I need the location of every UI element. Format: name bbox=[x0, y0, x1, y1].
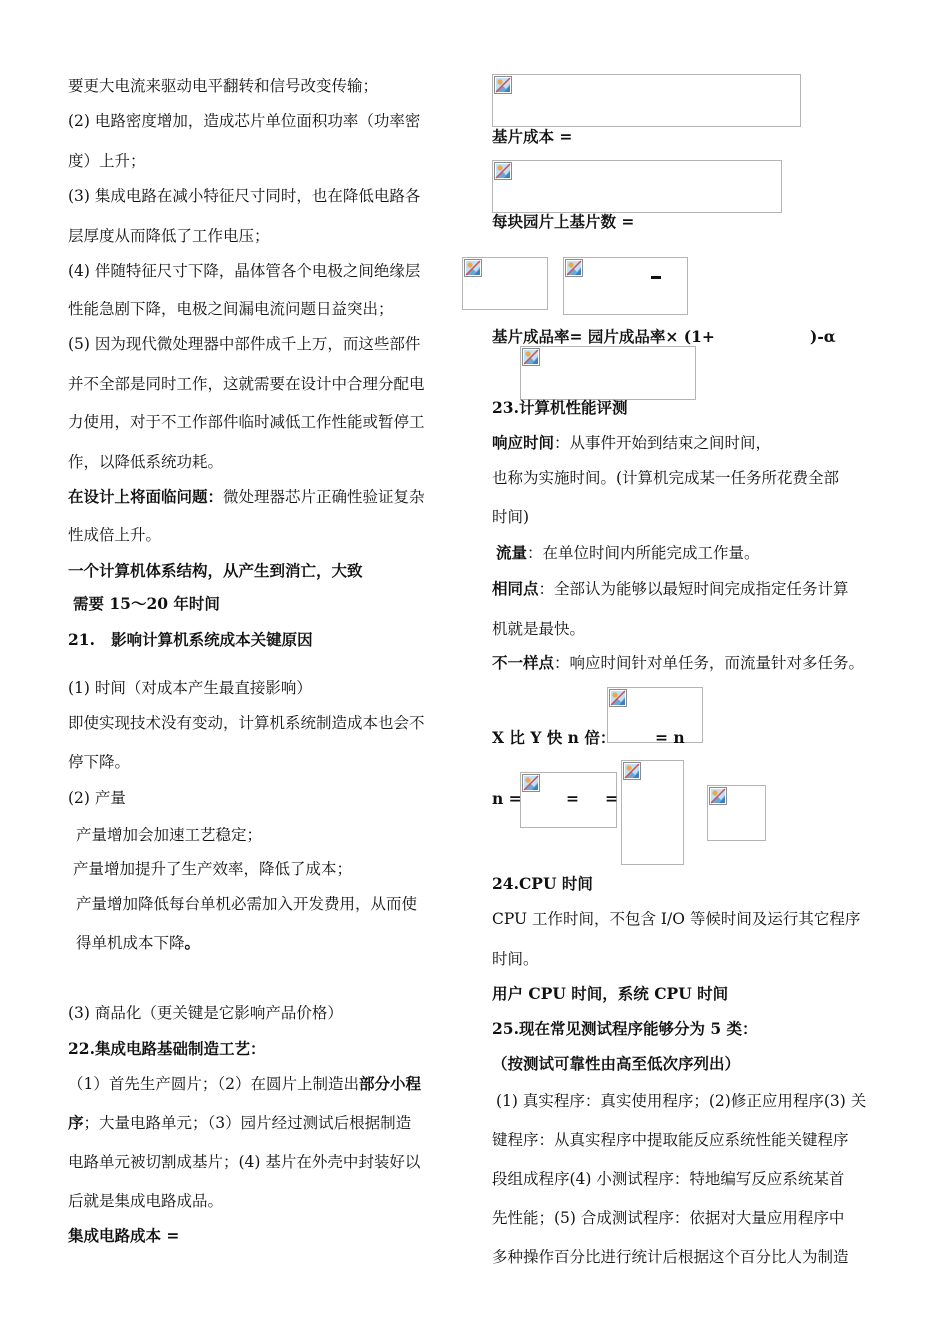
bold-term: 部分小程 bbox=[358, 1074, 421, 1093]
line-text: ：全部认为能够以最短时间完成指定任务计算 bbox=[538, 580, 849, 598]
paragraph-line: (1) 真实程序：真实使用程序；(2)修正应用程序(3) 关 bbox=[496, 1092, 867, 1110]
paragraph-line: (3) 集成电路在减小特征尺寸同时，也在降低电路各 bbox=[68, 187, 421, 205]
paragraph-line: 性成倍上升。 bbox=[68, 526, 162, 544]
line-text: 得单机成本下降 bbox=[76, 934, 185, 952]
formula-image bbox=[492, 74, 801, 127]
paragraph-line: 产量增加提升了生产效率，降低了成本； bbox=[73, 860, 353, 878]
broken-image-icon bbox=[565, 259, 583, 277]
bold-term: 不一样点 bbox=[492, 653, 555, 672]
paragraph-line: 段组成程序(4) 小测试程序：特地编写反应系统某首 bbox=[492, 1170, 845, 1188]
formula-label: 每块园片上基片数 = bbox=[492, 212, 635, 231]
line-text: （1）首先生产圆片；（2）在圆片上制造出 bbox=[68, 1075, 359, 1093]
paragraph-line: (2) 电路密度增加，造成芯片单位面积功率（功率密 bbox=[68, 112, 421, 130]
broken-image-icon bbox=[522, 348, 540, 366]
formula-label: n = bbox=[492, 789, 522, 808]
paragraph-line: 并不全部是同时工作，这就需要在设计中合理分配电 bbox=[68, 375, 425, 393]
broken-image-icon bbox=[609, 689, 627, 707]
formula-image bbox=[621, 760, 684, 865]
formula-image bbox=[492, 160, 782, 213]
bold-term: 相同点 bbox=[492, 579, 539, 598]
bold-term: 在设计上将面临问题： bbox=[68, 487, 224, 506]
section-heading-23: 23.计算机性能评测 bbox=[492, 398, 628, 417]
paragraph-line: (1) 时间（对成本产生最直接影响） bbox=[68, 679, 312, 697]
paragraph-line: 先性能；(5) 合成测试程序：依据对大量应用程序中 bbox=[492, 1209, 845, 1227]
broken-image-icon bbox=[494, 76, 512, 94]
paragraph-line: 机就是最快。 bbox=[492, 620, 586, 638]
formula-image bbox=[707, 785, 766, 841]
paragraph-line: 键程序：从真实程序中提取能反应系统性能关键程序 bbox=[492, 1131, 849, 1149]
paragraph-line bbox=[68, 487, 425, 507]
paragraph-line: 作，以降低系统功耗。 bbox=[68, 453, 224, 471]
paragraph-line: 产量增加降低每台单机必需加入开发费用，从而使 bbox=[76, 895, 418, 913]
section-heading-24: 24.CPU 时间 bbox=[492, 874, 593, 893]
paragraph-line: 力使用，对于不工作部件临时减低工作性能或暂停工 bbox=[68, 413, 425, 431]
minus-sign bbox=[651, 276, 661, 279]
formula-label: = bbox=[566, 789, 579, 808]
line-text: 。 bbox=[184, 933, 201, 952]
paragraph-line: 要更大电流来驱动电平翻转和信号改变传输； bbox=[68, 77, 379, 95]
paragraph-line bbox=[492, 433, 771, 453]
line-text: ：从事件开始到结束之间时间， bbox=[554, 434, 772, 452]
bold-term: 流量 bbox=[496, 543, 528, 562]
paragraph-line bbox=[492, 579, 849, 599]
paragraph-line bbox=[76, 933, 200, 953]
line-text: ：在单位时间内所能完成工作量。 bbox=[527, 544, 760, 562]
bold-term: 序 bbox=[68, 1113, 84, 1132]
paragraph-line: CPU 工作时间，不包含 I/O 等候时间及运行其它程序 bbox=[492, 910, 861, 928]
paragraph-line: 度）上升； bbox=[68, 152, 146, 170]
heading-line: 用户 CPU 时间，系统 CPU 时间 bbox=[492, 984, 729, 1003]
paragraph-line: 即使实现技术没有变动，计算机系统制造成本也会不 bbox=[68, 714, 425, 732]
paragraph-line: 时间。 bbox=[492, 950, 539, 968]
paragraph-line: 层厚度从而降低了工作电压； bbox=[68, 227, 270, 245]
line-text: ；大量电路单元；（3）园片经过测试后根据制造 bbox=[83, 1114, 412, 1132]
paragraph-line: 多种操作百分比进行统计后根据这个百分比人为制造 bbox=[492, 1248, 849, 1266]
paragraph-line: 电路单元被切割成基片；(4) 基片在外壳中封装好以 bbox=[68, 1153, 421, 1171]
paragraph-line bbox=[68, 1074, 421, 1094]
section-heading-21: 21. 影响计算机系统成本关键原因 bbox=[68, 630, 313, 649]
heading-line: 一个计算机体系结构，从产生到消亡，大致 bbox=[68, 561, 363, 580]
formula-label: 基片成本 = bbox=[492, 127, 573, 146]
formula-label: X 比 Y 快 n 倍： bbox=[492, 728, 616, 747]
formula-image bbox=[462, 257, 548, 310]
section-heading-25: 25.现在常见测试程序能够分为 5 类： bbox=[492, 1019, 758, 1038]
paragraph-line: (4) 伴随特征尺寸下降，晶体管各个电极之间绝缘层 bbox=[68, 262, 421, 280]
paragraph-line: 后就是集成电路成品。 bbox=[68, 1192, 224, 1210]
paragraph-line: 性能急剧下降，电极之间漏电流问题日益突出； bbox=[68, 300, 394, 318]
paragraph-line: (2) 产量 bbox=[68, 789, 126, 807]
paragraph-line: (5) 因为现代微处理器中部件成千上万，而这些部件 bbox=[68, 335, 421, 353]
heading-line: 需要 15～20 年时间 bbox=[73, 594, 220, 613]
formula-label: = n bbox=[655, 728, 685, 747]
bold-term: 响应时间 bbox=[492, 433, 555, 452]
broken-image-icon bbox=[494, 162, 512, 180]
line-text: 微处理器芯片正确性验证复杂 bbox=[223, 488, 425, 506]
line-text: ：响应时间针对单任务，而流量针对多任务。 bbox=[554, 654, 865, 672]
formula-label: 集成电路成本 = bbox=[68, 1226, 180, 1245]
section-heading-22: 22.集成电路基础制造工艺： bbox=[68, 1039, 266, 1058]
broken-image-icon bbox=[464, 259, 482, 277]
heading-line: （按测试可靠性由高至低次序列出） bbox=[492, 1054, 741, 1073]
paragraph-line: 产量增加会加速工艺稳定； bbox=[76, 826, 263, 844]
formula-image bbox=[520, 346, 696, 400]
formula-image bbox=[563, 257, 688, 315]
paragraph-line: (3) 商品化（更关键是它影响产品价格） bbox=[68, 1004, 343, 1022]
formula-label: )-α bbox=[810, 327, 836, 346]
formula-label: 基片成品率= 园片成品率× (1+ bbox=[492, 327, 715, 346]
paragraph-line bbox=[492, 653, 864, 673]
broken-image-icon bbox=[709, 787, 727, 805]
formula-label: = bbox=[605, 789, 618, 808]
broken-image-icon bbox=[522, 774, 540, 792]
paragraph-line: 时间) bbox=[492, 508, 530, 526]
broken-image-icon bbox=[623, 762, 641, 780]
paragraph-line: 停下降。 bbox=[68, 753, 131, 771]
paragraph-line bbox=[68, 1113, 411, 1133]
paragraph-line: 也称为实施时间。(计算机完成某一任务所花费全部 bbox=[492, 469, 840, 487]
paragraph-line bbox=[496, 543, 760, 563]
